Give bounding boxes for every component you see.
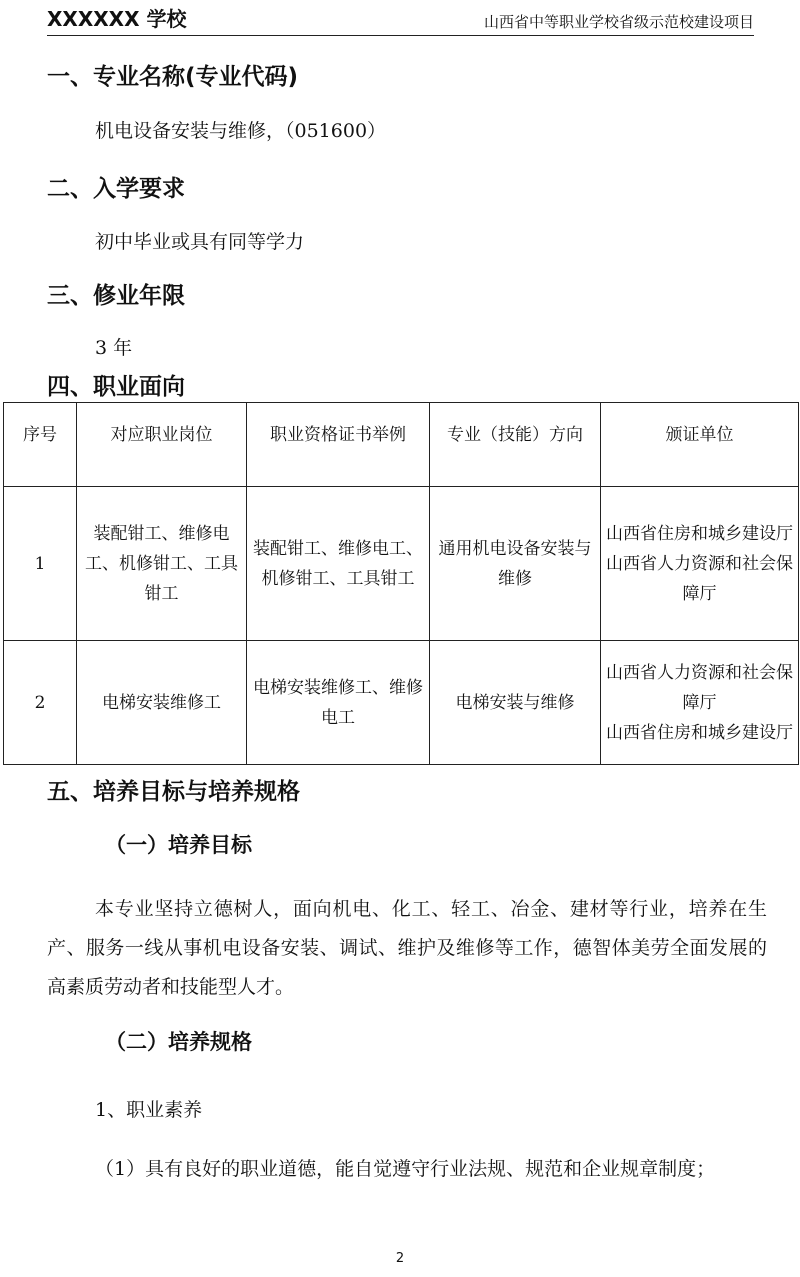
header-cell: 职业资格证书举例 (247, 403, 430, 487)
section-3-title: 三、修业年限 (47, 283, 185, 309)
occupation-table (3, 402, 799, 765)
header-cell: 序号 (4, 403, 77, 487)
section-5-title: 五、培养目标与培养规格 (47, 779, 300, 805)
cell-cert: 装配钳工、维修电工、机修钳工、工具钳工 (247, 487, 430, 641)
page-number: 2 (395, 1251, 405, 1266)
issuer-line: 山西省住房和城乡建设厅 (606, 722, 793, 743)
table-row (4, 487, 799, 641)
cell-job: 电梯安装维修工 (77, 641, 247, 765)
table-header-row (4, 403, 799, 487)
section-5-sub1-body: 本专业坚持立德树人，面向机电、化工、轻工、冶金、建材等行业，培养在生产、服务一线从事机电设备安装、调试、维护及维修等工作，德智体美劳全面发展的高素质劳动者和技能型人才。 (47, 898, 767, 998)
cell-direction: 通用机电设备安装与维修 (430, 487, 601, 641)
header-cell: 专业（技能）方向 (430, 403, 601, 487)
page-header (47, 6, 754, 36)
table-row (4, 641, 799, 765)
header-cell: 颁证单位 (601, 403, 799, 487)
section-5-sub2-title: （二）培养规格 (105, 1030, 252, 1054)
cell-no: 1 (4, 487, 77, 641)
school-name: XXXXXX 学校 (47, 7, 187, 31)
issuer-line: 山西省人力资源和社会保障厅 (606, 553, 793, 604)
section-5-sub1-title: （一）培养目标 (105, 833, 252, 857)
project-name: 山西省中等职业学校省级示范校建设项目 (483, 13, 754, 31)
header-cell: 对应职业岗位 (77, 403, 247, 487)
issuer-line: 山西省人力资源和社会保障厅 (606, 662, 793, 713)
cell-direction: 电梯安装与维修 (430, 641, 601, 765)
cell-issuer (601, 641, 799, 765)
section-1-title: 一、专业名称(专业代码) (47, 64, 299, 90)
section-4-title: 四、职业面向 (47, 374, 185, 400)
section-5-item1: 1、职业素养 (95, 1099, 203, 1121)
cell-cert: 电梯安装维修工、维修电工 (247, 641, 430, 765)
cell-no: 2 (4, 641, 77, 765)
section-2-body: 初中毕业或具有同等学力 (95, 231, 305, 253)
section-3-body: 3 年 (95, 337, 133, 359)
section-5-item1-1: （1）具有良好的职业道德，能自觉遵守行业法规、规范和企业规章制度； (95, 1158, 716, 1180)
section-2-title: 二、入学要求 (47, 176, 185, 202)
section-1-body: 机电设备安装与维修，（051600） (95, 120, 387, 142)
issuer-line: 山西省住房和城乡建设厅 (606, 523, 793, 544)
cell-job: 装配钳工、维修电工、机修钳工、工具钳工 (77, 487, 247, 641)
cell-issuer (601, 487, 799, 641)
